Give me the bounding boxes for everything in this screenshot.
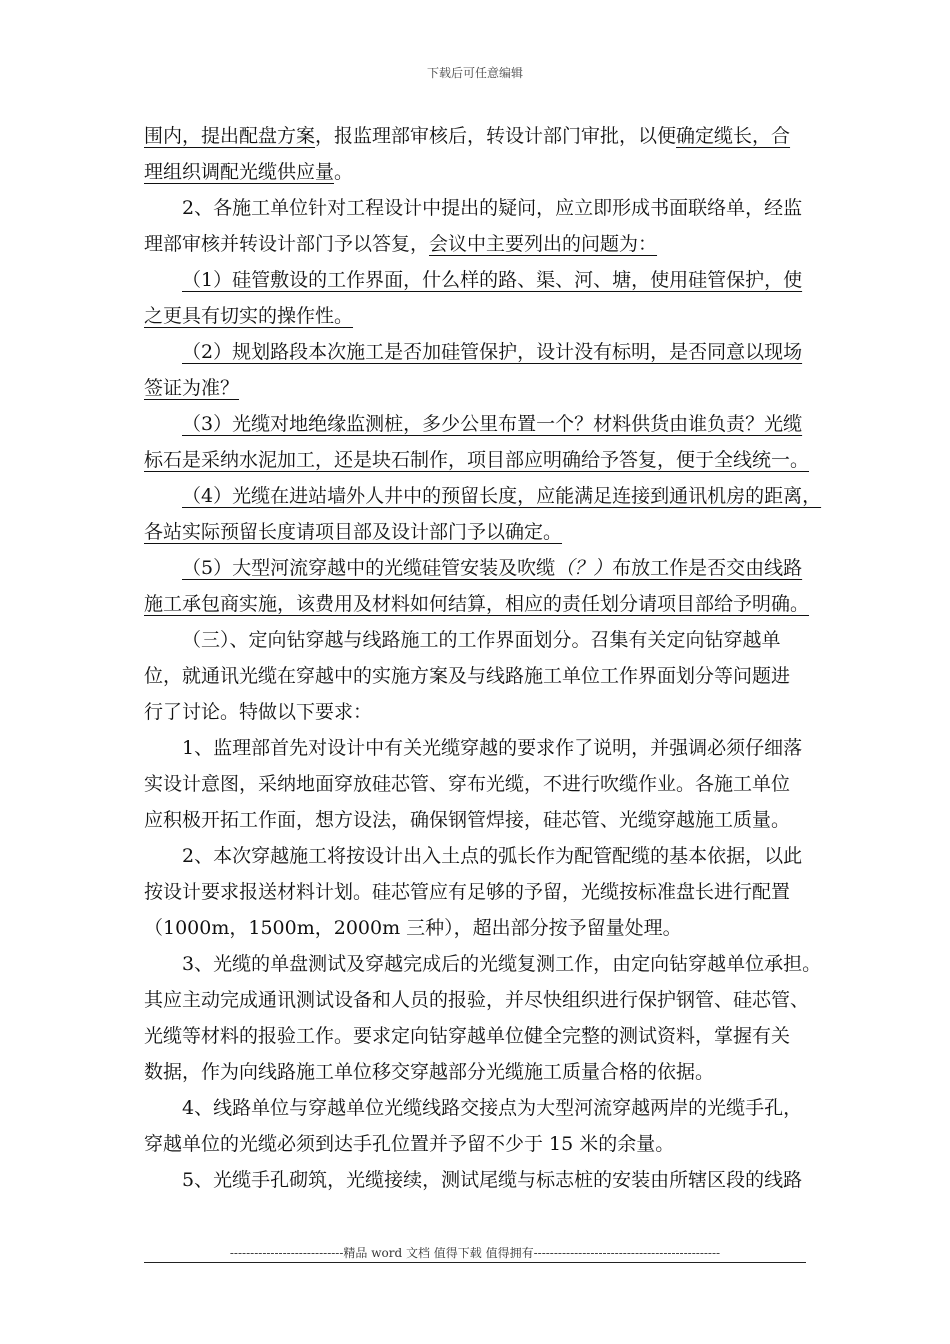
text-line bbox=[144, 946, 822, 982]
text-line bbox=[144, 586, 810, 622]
text-line bbox=[144, 1054, 810, 1090]
text-segment: 其应主动完成通讯测试设备和人员的报验，并尽快组织进行保护钢管、硅芯管、 bbox=[144, 989, 810, 1011]
text-segment: ，报监理部审核后，转设计部门审批，以便 bbox=[315, 125, 677, 147]
text-line bbox=[144, 730, 810, 766]
text-segment: 行了讨论。特做以下要求： bbox=[144, 701, 373, 723]
text-line bbox=[144, 1090, 810, 1126]
text-line bbox=[144, 298, 810, 334]
text-line bbox=[144, 658, 810, 694]
text-segment: 理组织调配光缆供应量 bbox=[144, 161, 335, 183]
text-segment: 4、线路单位与穿越单位光缆线路交接点为大型河流穿越两岸的光缆手孔， bbox=[182, 1097, 803, 1119]
text-segment: 2、本次穿越施工将按设计出入土点的弧长作为配管配缆的基本依据，以此 bbox=[182, 845, 803, 867]
footer-rule bbox=[144, 1262, 806, 1263]
text-segment: 。 bbox=[334, 161, 354, 183]
text-line bbox=[144, 766, 810, 802]
text-segment: 会议中主要列出的问题为： bbox=[429, 233, 658, 255]
text-segment: （2）规划路段本次施工是否加硅管保护，设计没有标明，是否同意以现场 bbox=[182, 341, 803, 363]
text-segment: （？） bbox=[555, 557, 613, 579]
text-segment: 1、监理部首先对设计中有关光缆穿越的要求作了说明，并强调必须仔细落 bbox=[182, 737, 803, 759]
text-line bbox=[144, 874, 810, 910]
text-segment: 之更具有切实的操作性。 bbox=[144, 305, 354, 327]
text-line bbox=[144, 1126, 810, 1162]
text-line bbox=[144, 514, 810, 550]
text-segment: 签证为准？ bbox=[144, 377, 240, 399]
text-line bbox=[144, 154, 810, 190]
text-segment: 施工承包商实施，该费用及材料如何结算，相应的责任划分请项目部给予明确。 bbox=[144, 593, 810, 615]
text-segment: 各站实际预留长度请项目部及设计部门予以确定。 bbox=[144, 521, 563, 543]
text-segment: 布放工作是否交由线路 bbox=[612, 557, 803, 579]
text-line bbox=[144, 406, 810, 442]
text-line bbox=[144, 226, 810, 262]
text-segment: （3）光缆对地绝缘监测桩，多少公里布置一个？材料供货由谁负责？光缆 bbox=[182, 413, 803, 435]
text-line bbox=[144, 802, 810, 838]
page-footer: ----------------------------精品 word 文档 值得下载 值得拥有---------------------------------------------- bbox=[229, 1246, 721, 1260]
text-segment: 光缆等材料的报验工作。要求定向钻穿越单位健全完整的测试资料，掌握有关 bbox=[144, 1025, 791, 1047]
text-line bbox=[144, 1018, 810, 1054]
text-segment: 实设计意图，采纳地面穿放硅芯管、穿布光缆，不进行吹缆作业。各施工单位 bbox=[144, 773, 791, 795]
text-segment: 确定缆长，合 bbox=[676, 125, 791, 147]
text-segment: （4）光缆在进站墙外人井中的预留长度，应能满足连接到通讯机房的距离， bbox=[182, 485, 822, 507]
text-segment: 位，就通讯光缆在穿越中的实施方案及与线路施工单位工作界面划分等问题进 bbox=[144, 665, 791, 687]
text-segment: 数据，作为向线路施工单位移交穿越部分光缆施工质量合格的依据。 bbox=[144, 1061, 715, 1083]
text-segment: 标石是采纳水泥加工，还是块石制作，项目部应明确给予答复，便于全线统一。 bbox=[144, 449, 810, 471]
text-line bbox=[144, 442, 810, 478]
text-line bbox=[144, 1162, 810, 1198]
text-segment: （1000m，1500m，2000m 三种），超出部分按予留量处理。 bbox=[144, 917, 682, 939]
text-line bbox=[144, 478, 822, 514]
text-line bbox=[144, 694, 810, 730]
text-line bbox=[144, 910, 810, 946]
page-header: 下载后可任意编辑 bbox=[426, 66, 523, 80]
text-line bbox=[144, 550, 810, 586]
text-segment: 理部审核并转设计部门予以答复， bbox=[144, 233, 430, 255]
text-line bbox=[144, 622, 810, 658]
text-line bbox=[144, 370, 810, 406]
text-segment: （三）、定向钻穿越与线路施工的工作界面划分。召集有关定向钻穿越单 bbox=[182, 629, 781, 651]
text-segment: 2、各施工单位针对工程设计中提出的疑问，应立即形成书面联络单，经监 bbox=[182, 197, 803, 219]
text-segment: 按设计要求报送材料计划。硅芯管应有足够的予留，光缆按标准盘长进行配置 bbox=[144, 881, 791, 903]
text-segment: 围内，提出配盘方案 bbox=[144, 125, 316, 147]
text-line bbox=[144, 838, 810, 874]
text-segment: 应积极开拓工作面，想方设法，确保钢管焊接，硅芯管、光缆穿越施工质量。 bbox=[144, 809, 791, 831]
document-body bbox=[144, 118, 822, 1198]
text-segment: 5、光缆手孔砌筑，光缆接续，测试尾缆与标志桩的安装由所辖区段的线路 bbox=[182, 1169, 803, 1191]
text-segment: （1）硅管敷设的工作界面，什么样的路、渠、河、塘，使用硅管保护，使 bbox=[182, 269, 803, 291]
text-segment: 穿越单位的光缆必须到达手孔位置并予留不少于 15 米的余量。 bbox=[144, 1133, 675, 1155]
text-line bbox=[144, 334, 810, 370]
text-line bbox=[144, 190, 810, 226]
text-line bbox=[144, 262, 810, 298]
text-segment: （5）大型河流穿越中的光缆硅管安装及吹缆 bbox=[182, 557, 556, 579]
text-segment: 3、光缆的单盘测试及穿越完成后的光缆复测工作，由定向钻穿越单位承担。 bbox=[182, 953, 822, 975]
text-line bbox=[144, 118, 810, 154]
text-line bbox=[144, 982, 810, 1018]
